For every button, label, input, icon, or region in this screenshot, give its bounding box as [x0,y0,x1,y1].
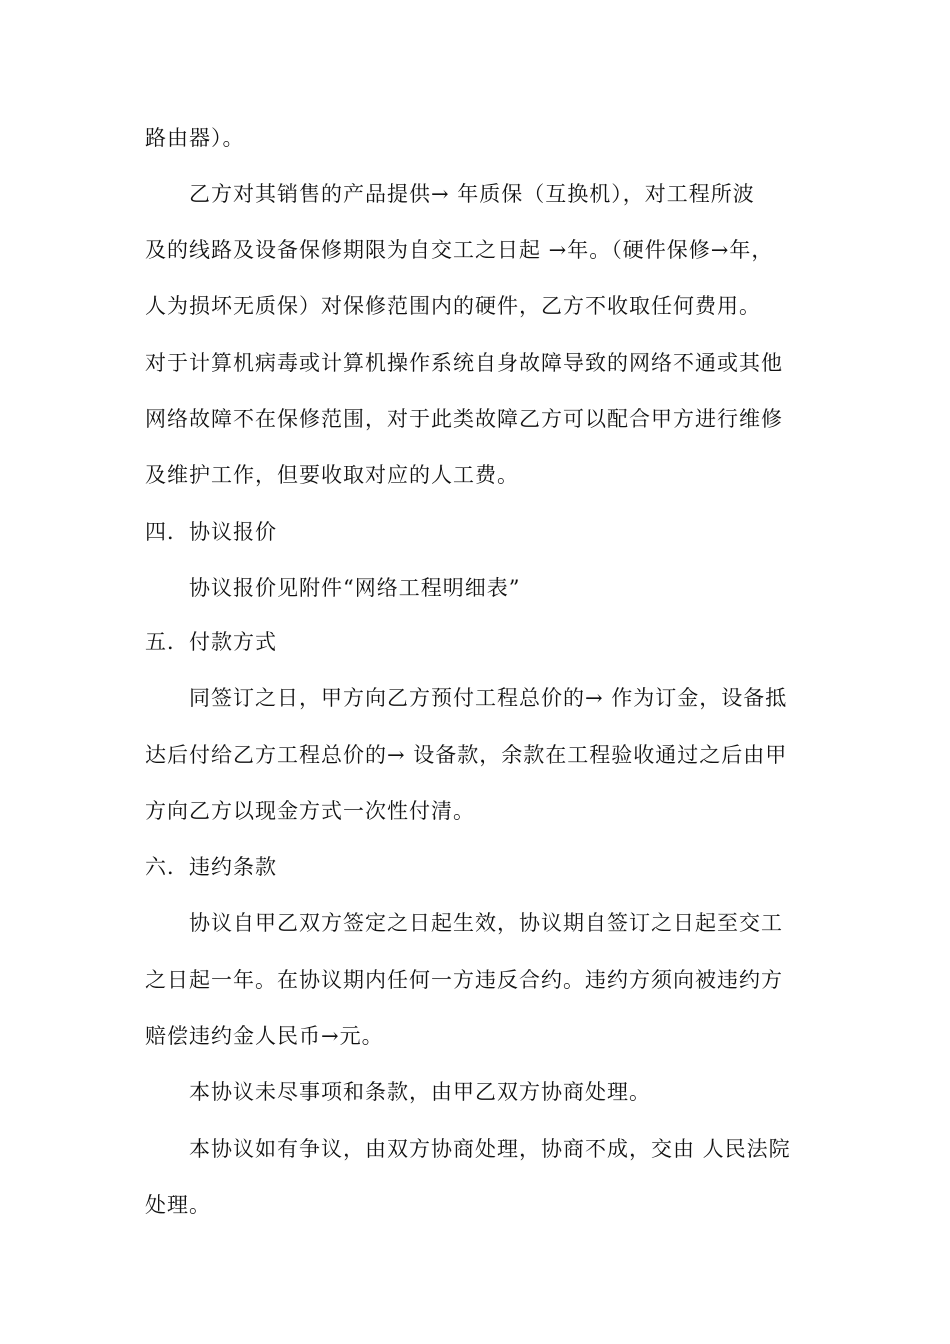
section-heading: 六．违约条款 [145,855,277,879]
text-line: 及的线路及设备保修期限为自交工之日起 →年。（硬件保修→年， [145,238,774,262]
text-line: 赔偿违约金人民币→元。 [145,1024,384,1048]
text-line: 本协议未尽事项和条款，由甲乙双方协商处理。 [189,1080,651,1104]
text-line: 路由器）。 [145,126,245,150]
text-line: 本协议如有争议，由双方协商处理，协商不成，交由 人民法院 [189,1137,791,1161]
text-line: 之日起一年。在协议期内任何一方违反合约。违约方须向被违约方 [145,968,783,992]
text-line: 人为损坏无质保）对保修范围内的硬件，乙方不收取任何费用。 [145,294,761,318]
text-line: 达后付给乙方工程总价的→ 设备款，余款在工程验收通过之后由甲 [145,743,788,767]
section-heading: 五．付款方式 [145,630,277,654]
text-line: 同签订之日，甲方向乙方预付工程总价的→ 作为订金，设备抵 [189,686,788,710]
text-line: 协议自甲乙双方签定之日起生效，协议期自签订之日起至交工 [189,911,783,935]
text-line: 对于计算机病毒或计算机操作系统自身故障导致的网络不通或其他 [145,351,783,375]
text-line: 协议报价见附件“网络工程明细表” [189,576,521,600]
text-line: 网络故障不在保修范围，对于此类故障乙方可以配合甲方进行维修 [145,407,783,431]
section-heading: 四．协议报价 [145,520,277,544]
text-line: 方向乙方以现金方式一次性付清。 [145,799,475,823]
text-line: 乙方对其销售的产品提供→ 年质保（互换机），对工程所波 [189,182,755,206]
text-line: 及维护工作，但要收取对应的人工费。 [145,463,519,487]
text-line: 处理。 [145,1193,211,1217]
